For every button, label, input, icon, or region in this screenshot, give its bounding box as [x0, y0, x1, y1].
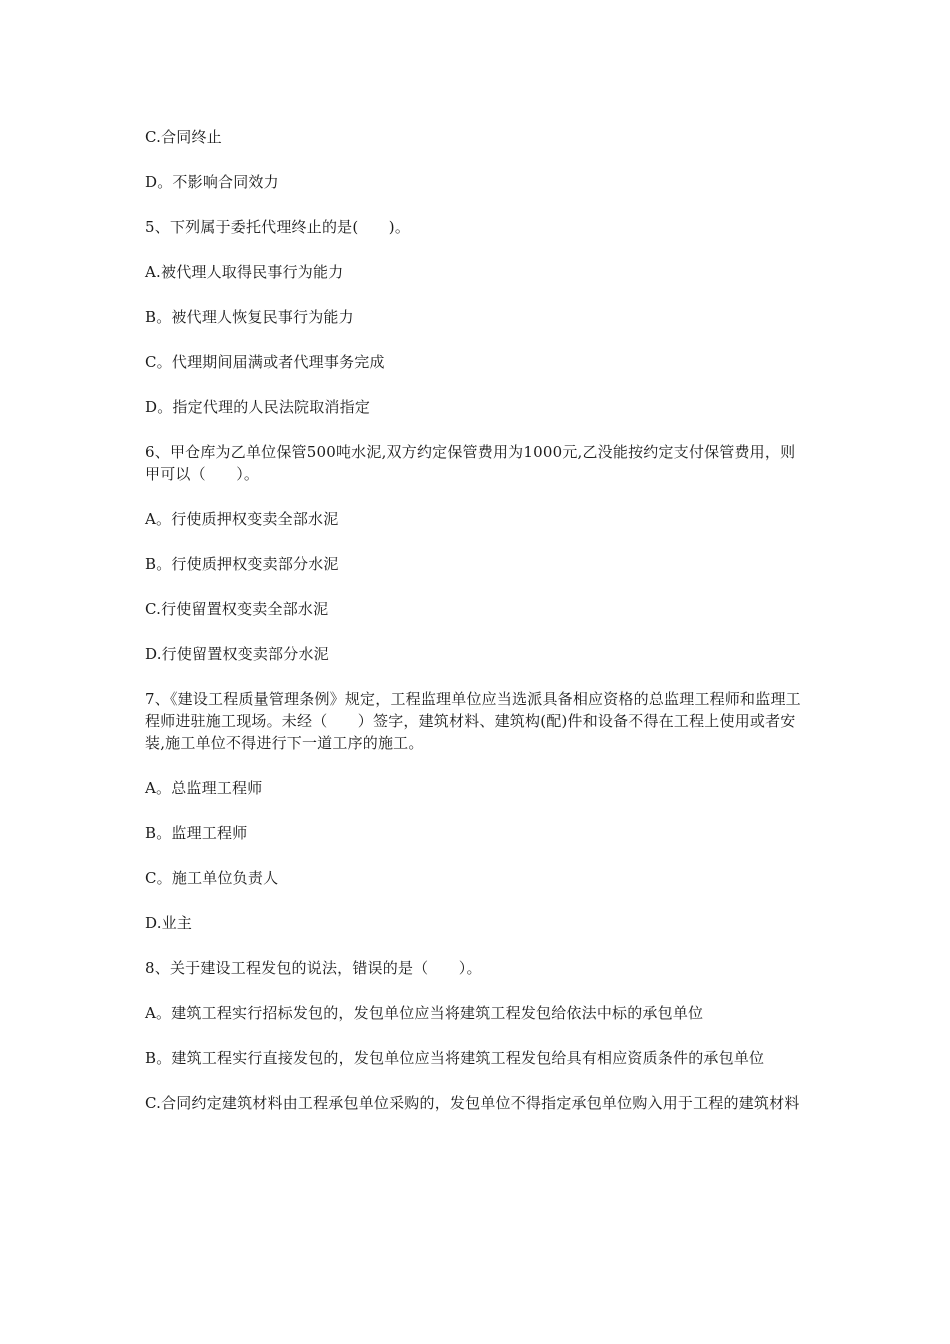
option-d-q4: D。不影响合同效力: [145, 173, 279, 191]
option-c-q4: C.合同终止: [145, 128, 222, 146]
option-c-q5: C。代理期间届满或者代理事务完成: [145, 353, 385, 371]
option-b-q7: B。监理工程师: [145, 824, 248, 842]
option-a-q5: A.被代理人取得民事行为能力: [145, 263, 344, 281]
option-c-q8: C.合同约定建筑材料由工程承包单位采购的，发包单位不得指定承包单位购入用于工程的建筑材料: [145, 1094, 800, 1112]
option-d-q7: D.业主: [145, 914, 193, 932]
option-a-q7: A。总监理工程师: [145, 779, 263, 797]
option-d-q5: D。指定代理的人民法院取消指定: [145, 398, 371, 416]
option-b-q6: B。行使质押权变卖部分水泥: [145, 555, 339, 573]
option-b-q5: B。被代理人恢复民事行为能力: [145, 308, 354, 326]
question-7: 7、《建设工程质量管理条例》规定，工程监理单位应当选派具备相应资格的总监理工程师和监理工程师进驻施工现场。未经（ ）签字，建筑材料、建筑构(配)件和设备不得在工程上使用或者安装,施工单位不得进行下一道工序的施工。: [145, 690, 801, 752]
question-6: 6、甲仓库为乙单位保管500吨水泥,双方约定保管费用为1000元,乙没能按约定支付保管费用，则甲可以（ ）。: [145, 443, 796, 483]
option-c-q7: C。施工单位负责人: [145, 869, 279, 887]
option-d-q6: D.行使留置权变卖部分水泥: [145, 645, 329, 663]
question-5: 5、下列属于委托代理终止的是( )。: [145, 218, 411, 236]
option-b-q8: B。建筑工程实行直接发包的，发包单位应当将建筑工程发包给具有相应资质条件的承包单位: [145, 1049, 765, 1067]
question-8: 8、关于建设工程发包的说法，错误的是（ ）。: [145, 959, 482, 977]
option-a-q8: A。建筑工程实行招标发包的，发包单位应当将建筑工程发包给依法中标的承包单位: [145, 1004, 704, 1022]
option-c-q6: C.行使留置权变卖全部水泥: [145, 600, 329, 618]
option-a-q6: A。行使质押权变卖全部水泥: [145, 510, 339, 528]
document-body: [145, 126, 810, 1137]
